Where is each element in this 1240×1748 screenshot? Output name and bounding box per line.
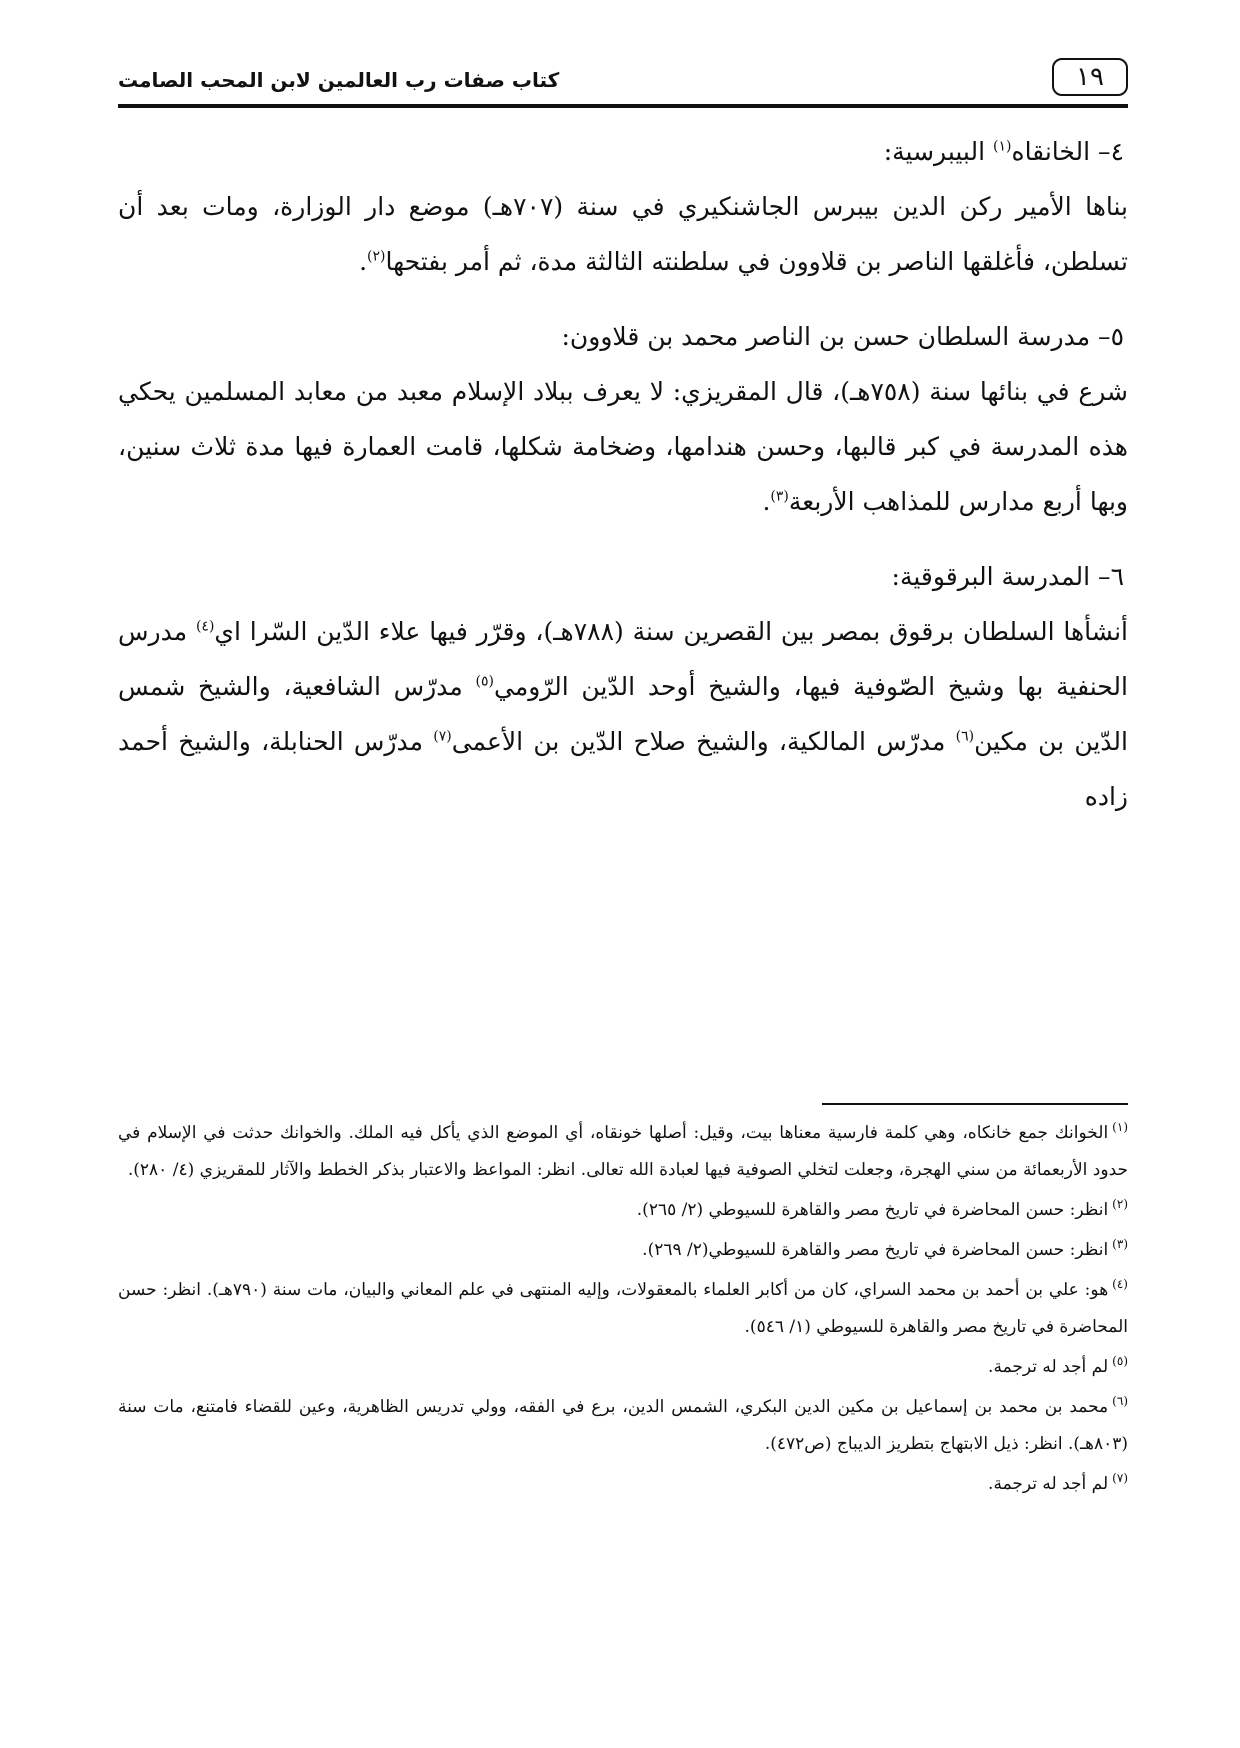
section-heading: ٤– الخانقاه$^{(١)}$ البيبرسية:	[883, 137, 1124, 166]
footnote-marker: (٣)	[1112, 1237, 1128, 1252]
footnote: $^{(٣)}$انظر: حسن المحاضرة في تاريخ مصر والقاهرة للسيوطي(٢/ ٢٦٩).	[642, 1237, 1128, 1260]
paragraph: بناها الأمير ركن الدين بيبرس الجاشنكيري في سنة (٧٠٧هـ) موضع دار الوزارة، ومات بعد أن تسلطن، فأغلقها الناصر بن قلاوون في سلطنته الثالثة مدة، ثم أمر بفتحها$^{(٢)}$.	[118, 192, 1128, 276]
running-title: كتاب صفات رب العالمين لابن المحب الصامت	[118, 68, 560, 92]
footnote-marker: (١)	[1112, 1120, 1128, 1135]
footnote: $^{(٢)}$انظر: حسن المحاضرة في تاريخ مصر والقاهرة للسيوطي (٢/ ٢٦٥).	[636, 1197, 1128, 1220]
footnote-ref: (٦)	[955, 728, 975, 745]
footnote-marker: (٦)	[1112, 1394, 1128, 1409]
footnote-separator	[822, 1103, 1128, 1105]
section-heading: ٦– المدرسة البرقوقية:	[891, 562, 1124, 591]
section-heading: ٥– مدرسة السلطان حسن بن الناصر محمد بن قلاوون:	[561, 322, 1124, 351]
footnotes	[118, 1115, 1128, 1506]
footnote: $^{(٥)}$لم أجد له ترجمة.	[988, 1354, 1128, 1377]
main-text	[118, 124, 1128, 824]
footnote: $^{(٧)}$لم أجد له ترجمة.	[988, 1471, 1128, 1494]
footnote: $^{(٦)}$محمد بن محمد بن إسماعيل بن مكين الدين البكري، الشمس الدين، برع في الفقه، وولي تدريس الظاهرية، وعين للقضاء فامتنع، مات سنة (٨٠٣هـ). انظر: ذيل الابتهاج بتطريز الديباج (ص٤٧٢).	[118, 1394, 1128, 1454]
footnote: $^{(١)}$الخوانك جمع خانكاه، وهي كلمة فارسية معناها بيت، وقيل: أصلها خونقاه، أي الموضع الذي يأكل فيه الملك. والخوانك حدثت في الإسلام في حدود الأربعمائة من سني الهجرة، وجعلت لتخلي الصوفية فيها لعبادة الله تعالى. انظر: المواعظ والاعتبار بذكر الخطط والآثار للمقريزي (٤/ ٢٨٠).	[118, 1120, 1128, 1180]
footnote-ref: (١)	[993, 138, 1012, 155]
footnote-marker: (٢)	[1112, 1197, 1128, 1212]
page-number: ١٩	[1052, 58, 1128, 96]
paragraph: أنشأها السلطان برقوق بمصر بين القصرين سنة (٧٨٨هـ)، وقرّر فيها علاء الدّين السّرا اي$^{(٤)}$ مدرس الحنفية بها وشيخ الصّوفية فيها، والشيخ أوحد الدّين الرّومي$^{(٥)}$ مدرّس الشافعية، والشيخ شمس الدّين بن مكين$^{(٦)}$ مدرّس المالكية، والشيخ صلاح الدّين بن الأعمى$^{(٧)}$ مدرّس الحنابلة، والشيخ أحمد زاده	[118, 617, 1128, 811]
footnote-ref: (٥)	[475, 673, 494, 690]
page-header	[118, 58, 1128, 108]
header-rule	[118, 104, 1128, 108]
footnote-marker: (٥)	[1112, 1354, 1128, 1369]
paragraph: شرع في بنائها سنة (٧٥٨هـ)، قال المقريزي: لا يعرف ببلاد الإسلام معبد من معابد المسلمين يحكي هذه المدرسة في كبر قالبها، وحسن هندامها، وضخامة شكلها، قامت العمارة فيها مدة ثلاث سنين، وبها أربع مدارس للمذاهب الأربعة$^{(٣)}$.	[118, 377, 1128, 516]
footnote: $^{(٤)}$هو: علي بن أحمد بن محمد السراي، كان من أكابر العلماء بالمعقولات، وإليه المنتهى في علم المعاني والبيان، مات سنة (٧٩٠هـ). انظر: حسن المحاضرة في تاريخ مصر والقاهرة للسيوطي (١/ ٥٤٦).	[118, 1277, 1128, 1337]
footnote-marker: (٧)	[1112, 1471, 1128, 1486]
footnote-ref: (٤)	[195, 618, 215, 635]
footnote-ref: (٧)	[433, 728, 452, 745]
footnote-marker: (٤)	[1112, 1277, 1128, 1292]
footnote-ref: (٢)	[367, 248, 386, 265]
footnote-ref: (٣)	[770, 488, 789, 505]
